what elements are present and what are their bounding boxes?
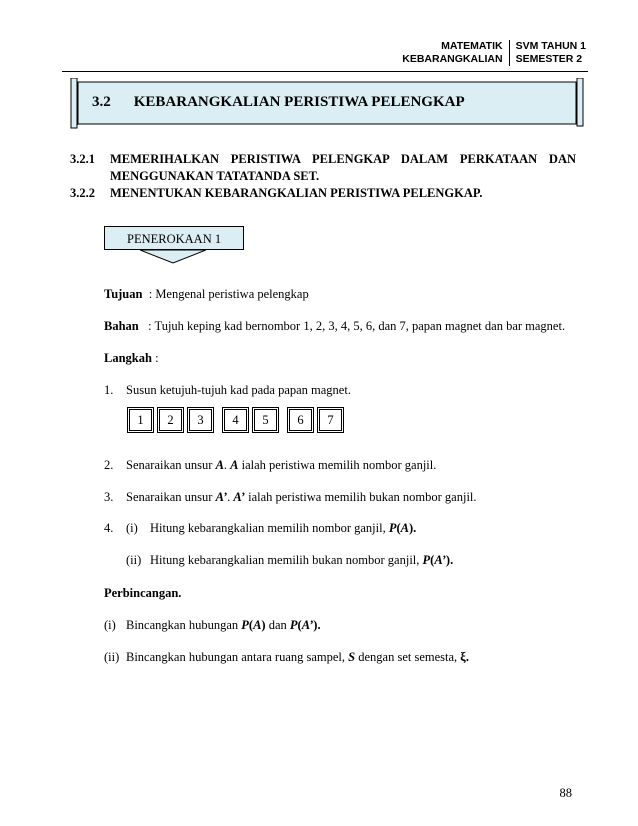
step-1 <box>104 383 351 398</box>
sample-space-symbol: S <box>348 650 356 664</box>
set-symbol: A <box>253 618 262 632</box>
step-text <box>150 553 453 568</box>
number-card: 5 <box>254 409 277 431</box>
text-run: dengan set semesta, <box>355 650 461 664</box>
paren: ). <box>409 521 417 535</box>
header-class-line2: SEMESTER 2 <box>515 53 583 65</box>
set-symbol: A’ <box>215 490 228 504</box>
set-symbol: A <box>230 458 239 472</box>
text-run: Senaraikan unsur <box>126 490 216 504</box>
section-number: 3.2.2 <box>70 186 95 200</box>
prob-symbol: P <box>289 618 298 632</box>
step-number: 3. <box>104 490 114 504</box>
paren: ( <box>248 618 254 632</box>
tujuan-line <box>104 287 309 302</box>
step-text <box>126 490 477 505</box>
prob-symbol: P <box>388 521 397 535</box>
text-run: Hitung kebarangkalian memilih nombor ganjil, <box>150 521 389 535</box>
text-run: Bincangkan hubungan <box>126 618 242 632</box>
paren: ). <box>313 618 321 632</box>
paren: ( <box>430 553 435 567</box>
step-text <box>150 521 416 536</box>
header-class <box>510 40 586 66</box>
text-run: . <box>223 458 231 472</box>
number-card: 3 <box>189 409 212 431</box>
section-number: 3.2.1 <box>70 152 95 166</box>
number-card: 4 <box>224 409 247 431</box>
section-banner-title <box>92 94 465 111</box>
step-text <box>126 458 436 473</box>
sub-label: (i) <box>104 618 116 632</box>
step-number: 4. <box>104 521 114 535</box>
step-number: 1. <box>104 383 114 397</box>
bahan-line <box>104 319 565 334</box>
perbincangan-heading: Perbincangan. <box>104 586 182 600</box>
bahan-text: : Tujuh keping kad bernombor 1, 2, 3, 4, 5, 6, dan 7, papan magnet dan bar magnet. <box>148 319 566 333</box>
text-run: ialah peristiwa memilih bukan nombor ganjil. <box>244 490 477 504</box>
step-number: 2. <box>104 458 114 472</box>
langkah-colon: : <box>151 351 159 365</box>
step-3 <box>104 490 477 505</box>
section-3-2-1 <box>70 150 576 168</box>
text-run: Senaraikan unsur <box>126 458 216 472</box>
prob-symbol: P <box>241 618 249 632</box>
text-run: Bincangkan hubungan antara ruang sampel, <box>126 650 349 664</box>
text-run: dan <box>265 618 290 632</box>
bahan-label: Bahan <box>104 319 139 333</box>
paren: ( <box>297 618 302 632</box>
discussion-text <box>126 618 321 633</box>
text-run: Hitung kebarangkalian memilih bukan nombor ganjil, <box>150 553 423 567</box>
text-run: . <box>227 490 234 504</box>
down-arrow-icon <box>140 250 206 264</box>
page-number: 88 <box>559 786 572 800</box>
number-card: 2 <box>159 409 182 431</box>
page-header <box>402 40 586 66</box>
set-symbol: A <box>215 458 224 472</box>
set-symbol: A’ <box>301 618 314 632</box>
langkah-line <box>104 351 159 366</box>
sub-label: (ii) <box>126 553 142 567</box>
step-text: Susun ketujuh-tujuh kad pada papan magnet. <box>126 383 351 397</box>
text-run: ialah peristiwa memilih nombor ganjil. <box>238 458 437 472</box>
discussion-i <box>104 618 321 633</box>
set-symbol: A’ <box>434 553 446 567</box>
section-3-2-1-line2: MENGGUNAKAN TATATANDA SET. <box>110 169 320 183</box>
tujuan-text: : Mengenal peristiwa pelengkap <box>148 287 309 301</box>
section-title: MENENTUKAN KEBARANGKALIAN PERISTIWA PELENGKAP. <box>110 186 483 200</box>
langkah-label: Langkah <box>104 351 152 365</box>
step-4-i <box>104 521 417 536</box>
header-subject-line1: MATEMATIK <box>441 40 503 52</box>
number-card: 7 <box>319 409 342 431</box>
header-class-line1: SVM TAHUN 1 <box>515 40 586 52</box>
number-cards <box>129 409 349 431</box>
step-2 <box>104 458 437 473</box>
paren: ( <box>396 521 401 535</box>
prob-symbol: P <box>422 553 431 567</box>
universal-set-symbol: ξ. <box>460 650 469 664</box>
sub-label: (i) <box>126 521 138 535</box>
header-subject-line2: KEBARANGKALIAN <box>402 53 503 65</box>
tujuan-label: Tujuan <box>104 287 143 301</box>
paren: ) <box>261 618 266 632</box>
banner-text: KEBARANGKALIAN PERISTIWA PELENGKAP <box>133 94 465 110</box>
paren: ). <box>445 553 454 567</box>
banner-number: 3.2 <box>92 94 111 110</box>
discussion-ii <box>104 650 469 665</box>
sub-label: (ii) <box>104 650 120 664</box>
number-card: 6 <box>289 409 312 431</box>
section-title-line1: MEMERIHALKAN PERISTIWA PELENGKAP DALAM PERKATAAN DAN <box>110 152 576 166</box>
set-symbol: A’ <box>233 490 245 504</box>
header-subject <box>402 40 509 66</box>
number-card: 1 <box>129 409 152 431</box>
header-rule <box>62 71 588 72</box>
set-symbol: A <box>400 521 409 535</box>
discussion-text <box>126 650 469 665</box>
penerokaan-box: PENEROKAAN 1 <box>104 226 244 250</box>
